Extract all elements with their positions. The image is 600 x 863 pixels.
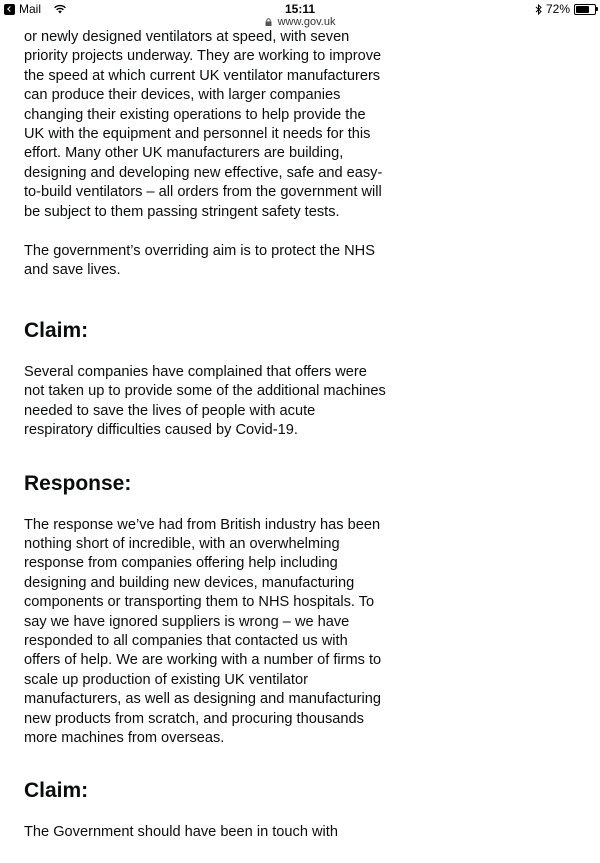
bluetooth-icon: [535, 4, 542, 15]
article-paragraph: The response we’ve had from British industry has been nothing short of incredible, with an overwhelming response from companies offering help including designing and building new devices, manufacturing components or transporting them to NHS hospitals. To say we have ignored suppliers is wrong – we have responded to all companies that contacted us with offers of help. We are working with a number of firms to scale up production of existing UK ventilator manufacturers, as well as designing and manufacturing new products from scratch, and procuring thousands more machines from overseas.: [24, 516, 382, 746]
response-heading: Response:: [24, 471, 132, 495]
url-text: www.gov.uk: [277, 16, 336, 28]
clock: 15:11: [284, 2, 316, 16]
lock-icon: [265, 18, 272, 26]
article-paragraph: Several companies have complained that offers were not taken up to provide some of the additional machines needed to save the lives of people with acute respiratory difficulties caused by Covid-19.: [24, 363, 386, 439]
article-paragraph: or newly designed ventilators at speed, with seven priority projects underway. They are working to improve the speed at which current UK ventilator manufacturers can produce their devices, with larger companies changing their existing operations to help provide the UK with the equipment and personnel it needs for this effort. Many other UK manufacturers are building, designing and developing new effective, safe and easy-to-build ventilators – all orders from the government will be subject to them passing stringent safety tests.: [24, 29, 383, 220]
battery-fill: [576, 6, 589, 13]
claim-heading: Claim:: [24, 779, 89, 803]
article-paragraph: The government’s overriding aim is to protect the NHS and save lives.: [24, 243, 375, 279]
claim-heading: Claim:: [24, 318, 89, 342]
article-body: [24, 30, 386, 863]
back-app-label: Mail: [19, 2, 42, 16]
battery-icon: [574, 4, 596, 15]
battery-percent: 72%: [545, 2, 570, 16]
article-paragraph: The Government should have been in touch with: [24, 824, 338, 841]
